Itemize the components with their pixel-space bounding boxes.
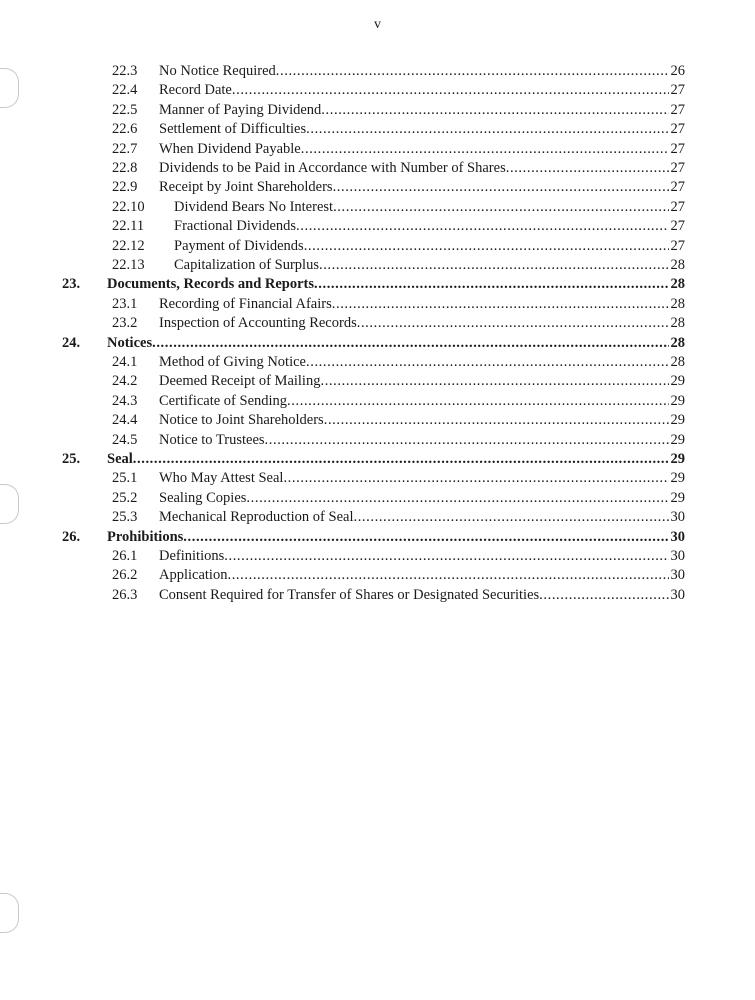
toc-entry bbox=[159, 101, 685, 120]
toc-entry-page: 29 bbox=[670, 392, 685, 409]
toc-entry-title: Record Date bbox=[159, 82, 232, 99]
toc-entry-page: 28 bbox=[670, 295, 685, 312]
dot-leader bbox=[324, 411, 669, 430]
dot-leader bbox=[224, 547, 668, 566]
toc-entry-page: 30 bbox=[670, 586, 685, 603]
toc-entry-number: 25.1 bbox=[112, 470, 138, 487]
toc-entry-title: Seal bbox=[107, 451, 133, 467]
toc-entry-title: Who May Attest Seal bbox=[159, 470, 284, 487]
toc-entry-row bbox=[0, 178, 755, 197]
toc-entry bbox=[174, 237, 685, 256]
toc-entry-row bbox=[0, 489, 755, 508]
toc-entry-page: 27 bbox=[670, 140, 685, 157]
toc-entry bbox=[159, 469, 685, 488]
toc-entry-number: 22.11 bbox=[112, 218, 145, 235]
toc-entry-title: Recording of Financial Afairs bbox=[159, 295, 332, 312]
dot-leader bbox=[539, 586, 668, 605]
toc-entry-page: 30 bbox=[670, 567, 685, 584]
dot-leader bbox=[357, 314, 669, 333]
toc-entry bbox=[159, 411, 685, 430]
toc-entry-number: 22.3 bbox=[112, 63, 138, 79]
toc-entry-number: 25.2 bbox=[112, 489, 138, 506]
toc-entry-row bbox=[0, 217, 755, 236]
toc-entry bbox=[159, 431, 685, 450]
toc-entry-row bbox=[0, 198, 755, 217]
dot-leader bbox=[306, 353, 669, 372]
dot-leader bbox=[283, 469, 668, 488]
toc-entry-number: 22.12 bbox=[112, 237, 145, 254]
toc-entry-title: Certificate of Sending bbox=[159, 392, 288, 409]
toc-entry-page: 29 bbox=[670, 412, 685, 429]
toc-entry-title: Dividend Bears No Interest bbox=[174, 198, 334, 215]
toc-entry bbox=[159, 81, 685, 100]
toc-entry-number: 24.4 bbox=[112, 412, 138, 429]
toc-entry bbox=[107, 450, 685, 469]
toc-entry bbox=[159, 508, 685, 527]
dot-leader bbox=[321, 101, 668, 120]
toc-entry-row bbox=[0, 295, 755, 314]
toc-entry-number: 24.1 bbox=[112, 354, 138, 370]
toc-entry-title: Definitions bbox=[159, 548, 225, 564]
toc-entry-row bbox=[0, 237, 755, 256]
toc-entry-title: Prohibitions bbox=[107, 528, 184, 545]
toc-entry bbox=[107, 334, 685, 353]
toc-entry-number: 23. bbox=[62, 276, 81, 293]
toc-entry-number: 24.2 bbox=[112, 373, 138, 390]
toc-entry-title: Deemed Receipt of Mailing bbox=[159, 373, 321, 390]
toc-entry bbox=[159, 120, 685, 139]
dot-leader bbox=[287, 392, 668, 411]
toc-entry-page: 27 bbox=[670, 160, 685, 176]
toc-entry-title: Settlement of Difficulties bbox=[159, 121, 307, 138]
toc-entry bbox=[159, 314, 685, 333]
toc-entry-page: 27 bbox=[670, 82, 685, 99]
toc-entry-title: Application bbox=[159, 567, 228, 584]
toc-entry-row bbox=[0, 101, 755, 120]
toc-entry-title: No Notice Required bbox=[159, 63, 276, 79]
dot-leader bbox=[246, 489, 668, 508]
dot-leader bbox=[232, 81, 669, 100]
toc-entry-page: 27 bbox=[670, 198, 685, 215]
toc-entry-row bbox=[0, 256, 755, 275]
toc-entry-number: 25. bbox=[62, 451, 81, 467]
toc-entry-number: 22.5 bbox=[112, 101, 138, 118]
dot-leader bbox=[319, 256, 669, 275]
toc-entry-number: 26. bbox=[62, 528, 81, 545]
toc-entry bbox=[159, 295, 685, 314]
toc-entry-number: 26.2 bbox=[112, 567, 138, 584]
toc-entry-title: Dividends to be Paid in Accordance with Number of Shares bbox=[159, 160, 506, 176]
toc-entry-page: 27 bbox=[670, 237, 685, 254]
toc-entry-title: Notice to Joint Shareholders bbox=[159, 412, 324, 429]
dot-leader bbox=[227, 566, 668, 585]
toc-entry-number: 22.7 bbox=[112, 140, 138, 157]
toc-entry-row bbox=[0, 372, 755, 391]
dot-leader bbox=[276, 62, 669, 81]
toc-entry-number: 23.1 bbox=[112, 295, 138, 312]
toc-entry-title: When Dividend Payable bbox=[159, 140, 301, 157]
toc-entry-number: 23.2 bbox=[112, 315, 138, 332]
toc-entry-page: 28 bbox=[670, 276, 685, 293]
dot-leader bbox=[304, 237, 669, 256]
dot-leader bbox=[333, 178, 669, 197]
toc-entry bbox=[174, 256, 685, 275]
toc-entry-page: 27 bbox=[670, 121, 685, 138]
toc-entry-number: 25.3 bbox=[112, 509, 138, 526]
hole-punch-mark-bottom bbox=[0, 893, 19, 933]
toc-entry-page: 29 bbox=[670, 451, 685, 467]
toc-entry-title: Sealing Copies bbox=[159, 489, 247, 506]
dot-leader bbox=[183, 528, 668, 547]
toc-section-row bbox=[0, 450, 755, 469]
toc-entry-number: 24. bbox=[62, 334, 81, 351]
toc-entry-number: 22.9 bbox=[112, 179, 138, 196]
dot-leader bbox=[320, 372, 668, 391]
dot-leader bbox=[133, 450, 669, 469]
toc-entry bbox=[159, 62, 685, 81]
toc-entry-page: 30 bbox=[670, 509, 685, 526]
toc-entry-page: 28 bbox=[670, 315, 685, 332]
toc-entry-row bbox=[0, 508, 755, 527]
toc-entry-page: 26 bbox=[670, 63, 685, 79]
toc-entry bbox=[159, 489, 685, 508]
toc-entry-title: Receipt by Joint Shareholders bbox=[159, 179, 333, 196]
toc-entry-number: 24.5 bbox=[112, 431, 138, 448]
toc-entry-title: Inspection of Accounting Records bbox=[159, 315, 357, 332]
toc-entry-row bbox=[0, 411, 755, 430]
toc-entry-title: Fractional Dividends bbox=[174, 218, 297, 235]
toc-entry-row bbox=[0, 159, 755, 178]
toc-entry-page: 29 bbox=[670, 431, 685, 448]
toc-entry-title: Mechanical Reproduction of Seal bbox=[159, 509, 354, 526]
toc-entry bbox=[159, 140, 685, 159]
toc-entry-number: 22.10 bbox=[112, 198, 145, 215]
dot-leader bbox=[265, 431, 669, 450]
toc-entry-row bbox=[0, 469, 755, 488]
toc-entry-number: 26.3 bbox=[112, 586, 138, 603]
toc-entry-number: 22.4 bbox=[112, 82, 138, 99]
toc-entry-page: 29 bbox=[670, 489, 685, 506]
toc-entry-title: Notice to Trustees bbox=[159, 431, 265, 448]
toc-entry-title: Manner of Paying Dividend bbox=[159, 101, 322, 118]
toc-entry-title: Notices bbox=[107, 334, 153, 351]
toc-entry bbox=[159, 178, 685, 197]
dot-leader bbox=[506, 159, 669, 178]
toc-entry-title: Capitalization of Surplus bbox=[174, 257, 319, 273]
toc-entry-page: 30 bbox=[670, 528, 685, 545]
toc-entry bbox=[159, 586, 685, 605]
toc-entry-title: Consent Required for Transfer of Shares or Designated Securities bbox=[159, 586, 540, 603]
toc-entry-number: 22.6 bbox=[112, 121, 138, 138]
toc-entry-page: 30 bbox=[670, 548, 685, 564]
toc-entry bbox=[159, 566, 685, 585]
toc-entry-page: 27 bbox=[670, 101, 685, 118]
toc-entry-number: 22.13 bbox=[112, 257, 145, 273]
dot-leader bbox=[296, 217, 668, 236]
toc-entry-number: 24.3 bbox=[112, 392, 138, 409]
dot-leader bbox=[353, 508, 668, 527]
toc-entry bbox=[159, 547, 685, 566]
dot-leader bbox=[332, 295, 669, 314]
toc-entry-row bbox=[0, 353, 755, 372]
toc-entry bbox=[174, 217, 685, 236]
toc-section-row bbox=[0, 528, 755, 547]
page-number: v bbox=[374, 17, 381, 32]
toc-entry-row bbox=[0, 62, 755, 81]
toc-entry-title: Method of Giving Notice bbox=[159, 354, 306, 370]
toc-section-row bbox=[0, 334, 755, 353]
toc-entry bbox=[107, 275, 685, 294]
toc-entry-row bbox=[0, 392, 755, 411]
toc-entry bbox=[159, 353, 685, 372]
toc-entry-row bbox=[0, 120, 755, 139]
toc-entry bbox=[159, 159, 685, 178]
toc-entry-row bbox=[0, 586, 755, 605]
toc-entry-page: 28 bbox=[670, 354, 685, 370]
toc-entry-number: 26.1 bbox=[112, 548, 138, 564]
toc-entry-page: 29 bbox=[670, 373, 685, 390]
toc-entry-page: 29 bbox=[670, 470, 685, 487]
dot-leader bbox=[333, 198, 668, 217]
toc-entry-row bbox=[0, 314, 755, 333]
dot-leader bbox=[152, 334, 668, 353]
dot-leader bbox=[301, 140, 669, 159]
toc-entry-row bbox=[0, 566, 755, 585]
dot-leader bbox=[306, 120, 668, 139]
toc-entry-title: Payment of Dividends bbox=[174, 237, 304, 254]
toc-entry-page: 27 bbox=[670, 179, 685, 196]
toc-entry bbox=[159, 392, 685, 411]
toc-entry-page: 28 bbox=[670, 257, 685, 273]
toc-entry bbox=[174, 198, 685, 217]
toc-entry-page: 27 bbox=[670, 218, 685, 235]
toc-section-row bbox=[0, 275, 755, 294]
toc-entry-row bbox=[0, 547, 755, 566]
toc-entry bbox=[159, 372, 685, 391]
dot-leader bbox=[314, 275, 668, 294]
toc-entry-row bbox=[0, 140, 755, 159]
toc-entry-row bbox=[0, 431, 755, 450]
toc-entry bbox=[107, 528, 685, 547]
toc-entry-page: 28 bbox=[670, 334, 685, 351]
toc-entry-row bbox=[0, 81, 755, 100]
toc-entry-number: 22.8 bbox=[112, 160, 138, 176]
toc-entry-title: Documents, Records and Reports bbox=[107, 276, 315, 293]
